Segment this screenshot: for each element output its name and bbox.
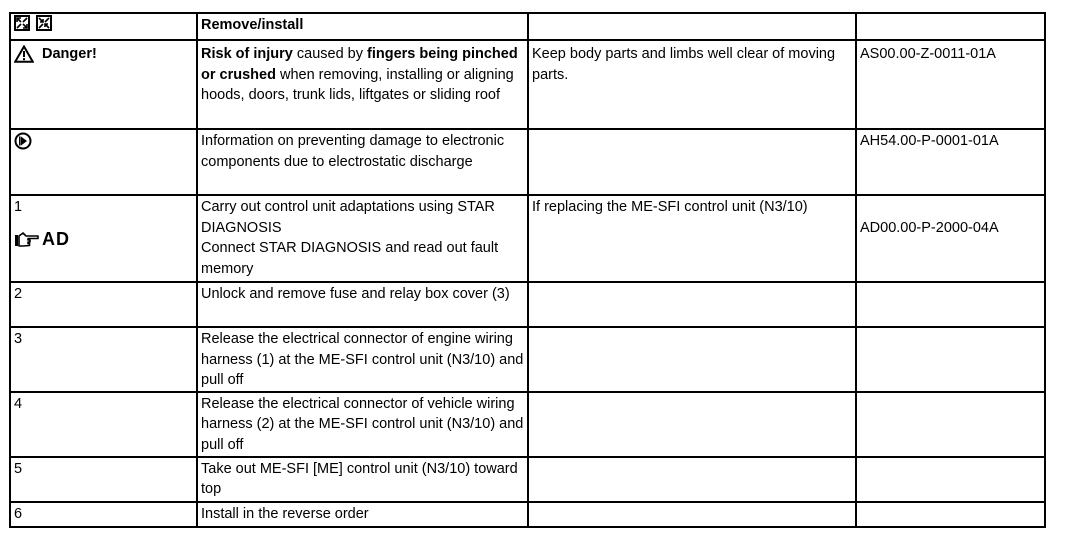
warning-triangle-icon [14,45,34,63]
info-note-cell [528,129,856,195]
info-text: Information on preventing damage to electronic components due to electrostatic discharge [197,129,528,195]
step-code-cell [856,282,1045,327]
step-text: Release the electrical connector of vehicle wiring harness (2) at the ME-SFI control unit (N3/10) and pull off [197,392,528,457]
info-row [10,129,1045,195]
step-note-cell [528,282,856,327]
step-code-cell [856,327,1045,392]
step-code: AD00.00-P-2000-04A [860,220,999,236]
step-row [10,392,1045,457]
danger-row [10,40,1045,129]
step-note-cell [528,457,856,502]
header-title: Remove/install [197,13,528,40]
step-row [10,327,1045,392]
step-code-cell [856,502,1045,527]
danger-text-d: when removing, installing or aligning hoods, doors, trunk lids, liftgates or sliding roof [201,66,514,103]
step-number: 2 [10,282,197,327]
step-note-cell [528,502,856,527]
step-number-cell [10,195,197,282]
install-icon [36,15,52,31]
step-text: Unlock and remove fuse and relay box cover (3) [197,282,528,327]
step-row [10,457,1045,502]
danger-code: AS00.00-Z-0011-01A [856,40,1045,129]
step-text-cell [197,195,528,282]
step-text: Install in the reverse order [197,502,528,527]
step-text: Release the electrical connector of engine wiring harness (1) at the ME-SFI control unit (N3/10) and pull off [197,327,528,392]
step-code-cell [856,392,1045,457]
step-row [10,282,1045,327]
step-number: 5 [10,457,197,502]
danger-label-cell [10,40,197,129]
ref-label: AD [42,228,70,249]
step-number: 3 [10,327,197,392]
step-note-cell [528,327,856,392]
procedure-table [9,12,1046,528]
step-code-cell [856,195,1045,282]
step-number: 1 [14,199,23,215]
step-note-cell [528,392,856,457]
danger-note: Keep body parts and limbs well clear of moving parts. [528,40,856,129]
danger-label: Danger! [42,46,97,62]
danger-text-c: fingers being pinched or crushed [201,46,518,83]
step-note: If replacing the ME-SFI control unit (N3/10) [528,195,856,282]
info-code: AH54.00-P-0001-01A [856,129,1045,195]
header-icons-cell [10,13,197,40]
danger-text-cell [197,40,528,129]
step-text: Take out ME-SFI [ME] control unit (N3/10) toward top [197,457,528,502]
info-icon-cell [10,129,197,195]
header-note-cell [528,13,856,40]
danger-text-b: caused by [292,46,368,62]
info-icon [14,132,32,150]
pointing-hand-icon [14,230,40,248]
step-text-line2: Connect STAR DIAGNOSIS and read out fault memory [201,240,499,277]
step-number: 4 [10,392,197,457]
step-row [10,502,1045,527]
header-code-cell [856,13,1045,40]
step-code-cell [856,457,1045,502]
header-row [10,13,1045,40]
danger-text-a: Risk of injury [201,46,293,62]
step-text-line1: Carry out control unit adaptations using STAR DIAGNOSIS [201,199,495,236]
step-row [10,195,1045,282]
remove-icon [14,15,30,31]
step-number: 6 [10,502,197,527]
